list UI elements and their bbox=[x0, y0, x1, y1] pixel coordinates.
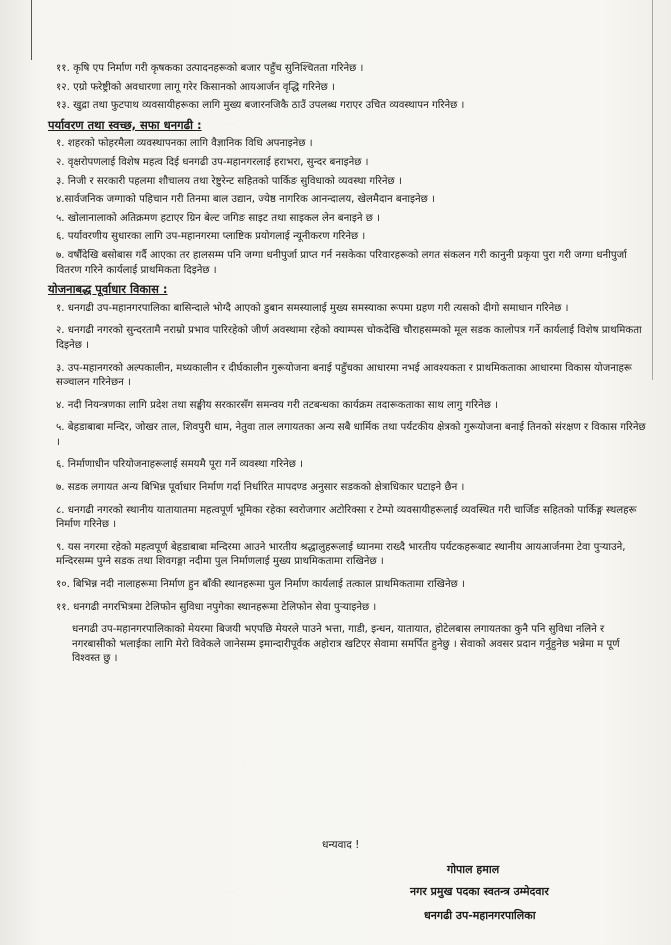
thanks-line: धन्यवाद ! bbox=[322, 839, 360, 851]
list-item: ६. निर्माणाधीन परियोजनाहरूलाई समयमै पूरा गर्ने व्यवस्था गरिनेछ । bbox=[56, 459, 304, 471]
list-item: ११. धनगढी नगरभित्रमा टेलिफोन सुविधा नपुगेका स्थानहरूमा टेलिफोन सेवा पुऱ्याइनेछ । bbox=[56, 601, 377, 613]
list-item: ९. यस नगरमा रहेको महत्वपूर्ण बेहडाबाबा मन्दिरमा आउने भारतीय श्रद्धालुहरूलाई ध्यानमा राख्दै भारतीय पर्यटकहरूबाट स्थानीय आयआर्जनमा टेवा पुऱ्याउने, मन्दिरसम्म पुग्ने सडक तथा शिवगङ्गा नदीमा पुल निर्माणलाई मुख्य प्राथमिकतामा राखिनेछ । bbox=[56, 541, 626, 568]
signatory-office: धनगढी उप-महानगरपालिका bbox=[424, 909, 536, 922]
list-item: ८. धनगढी नगरको स्थानीय यातायातमा महत्वपूर्ण भूमिका रहेका स्वरोजगार अटोरिक्सा र टेम्पो व्यवसायीहरूलाई व्यवस्थित गरी चार्जिङ सहितको पार्किङ्ग स्थलहरू निर्माण गरिनेछ । bbox=[56, 504, 637, 531]
list-item: ५. खोलानालाको अतिक्रमण हटाएर ग्रिन बेल्ट जगिङ साइट तथा साइकल लेन बनाइने छ । bbox=[56, 212, 381, 224]
manifesto-body bbox=[48, 62, 648, 667]
signatory-name: गोपाल हमाल bbox=[447, 863, 500, 876]
environment-list bbox=[48, 137, 648, 278]
margin-line bbox=[31, 0, 32, 60]
section-heading-environment: पर्यावरण तथा स्वच्छ, सफा धनगढी : bbox=[48, 117, 202, 132]
list-item: ४.सार्वजनिक जग्गाको पहिचान गरी तिनमा बाल उद्यान, ज्येष्ठ नागरिक आनन्दालय, खेलमैदान बनाइनेछ । bbox=[56, 194, 435, 206]
list-item: ११. कृषि एप निर्माण गरी कृषकका उत्पादनहरूको बजार पहुँच सुनिश्चितता गरिनेछ । bbox=[56, 63, 364, 74]
list-item: ७. सडक लगायत अन्य बिभिन्न पूर्वाधार निर्माण गर्दा निर्धारित मापदण्ड अनुसार सडकको क्षेत्राधिकार घटाइने छैन । bbox=[56, 482, 465, 494]
section-heading-infrastructure: योजनाबद्ध पूर्वाधार विकास : bbox=[48, 282, 168, 297]
list-item: २. धनगढी नगरको सुन्दरतामै नराम्रो प्रभाव पारिरहेको जीर्ण अवस्थामा रहेको क्याम्पस चोकदेखि चौराहसम्मको मूल सडक कालोपत्र गर्ने कार्यलाई विशेष प्राथमिकता दिइनेछ । bbox=[56, 325, 642, 351]
list-item: ६. पर्यावरणीय सुधारका लागि उप-महानगरमा प्लाष्टिक प्रयोगलाई न्यूनीकरण गरिनेछ । bbox=[56, 231, 366, 243]
list-item: १. धनगढी उप-महानगरपालिका बासिन्दाले भोग्दै आएको डुबान समस्यालाई मुख्य समस्याका रूपमा ग्रहण गरी त्यसको दीगो समाधान गरिनेछ । bbox=[56, 302, 569, 314]
list-item: ५. बेहडाबाबा मन्दिर, जोखर ताल, शिवपुरी धाम, नेतुवा ताल लगायतका अन्य सबै धार्मिक तथा पर्यटकीय क्षेत्रको गुरूयोजना बनाई तिनको संरक्षण र विकास गरिनेछ । bbox=[56, 422, 646, 448]
list-item: ७. वर्षौंदेखि बसोबास गर्दै आएका तर हालसम्म पनि जग्गा धनीपुर्जा प्राप्त गर्न नसकेका परिवारहरूको लगत संकलन गरी कानुनी प्रकृया पुरा गरी जग्गा धनीपुर्जा वितरण गरिने कार्यलाई प्राथमिकता दिइनेछ । bbox=[56, 249, 627, 276]
list-item: ३. निजी र सरकारी पहलमा शौचालय तथा रेष्टुरेन्ट सहितको पार्किङ सुविधाको व्यवस्था गरिनेछ । bbox=[56, 175, 402, 187]
list-item: १. शहरको फोहरमैला व्यवस्थापनका लागि वैज्ञानिक विधि अपनाइनेछ । bbox=[56, 138, 313, 150]
list-item: ३. उप-महानगरको अल्पकालीन, मध्यकालीन र दीर्घकालीन गुरूयोजना बनाई पहुँचका आधारमा नभई आवश्यकता र प्राथमिकताका आधारमा विकास योजनाहरू सञ्चालन गरिनेछन । bbox=[56, 362, 632, 389]
margin-line bbox=[652, 0, 653, 380]
list-item: ४. नदी नियन्त्रणका लागि प्रदेश तथा सङ्घीय सरकारसँग समन्वय गरी तटबन्धका कार्यक्रम तदारूकताका साथ लागु गरिनेछ । bbox=[56, 399, 498, 411]
signatory-title: नगर प्रमुख पदका स्वतन्त्र उम्मेदवार bbox=[410, 885, 549, 898]
list-item: १०. बिभिन्न नदी नालाहरूमा निर्माण हुन बाँकी स्थानहरूमा पुल निर्माण कार्यलाई तत्काल प्राथमिकतामा राखिनेछ । bbox=[56, 579, 465, 591]
infrastructure-list bbox=[48, 302, 648, 616]
agriculture-list bbox=[48, 62, 648, 114]
list-item: २. वृक्षरोपणलाई विशेष महत्व दिई धनगढी उप-महानगरलाई हराभरा, सुन्दर बनाइनेछ । bbox=[56, 156, 369, 168]
closing-paragraph: धनगढी उप-महानगरपालिकाको मेयरमा बिजयी भएपछि मेयरले पाउने भत्ता, गाडी, इन्धन, यातायात, होटेलबास लगायतका कुनै पनि सुविधा नलिने र नगरबासीको भलाईका लागि मेरो विवेकले जानेसम्म इमान्दारीपूर्वक अहोरात्र खटिएर सेवामा समर्पित हुनेछु । सेवाको अवसर प्रदान गर्नुहुनेछ भन्नेमा म पूर्ण विश्वस्त छु । bbox=[72, 624, 620, 665]
list-item: १३. खुद्रा तथा फुटपाथ व्यवसायीहरूका लागि मुख्य बजारनजिकै ठाउँ उपलब्ध गराएर उचित व्यवस्थापन गरिनेछ । bbox=[56, 100, 465, 112]
list-item: १२. एग्रो फरेष्ट्रीको अवधारणा लागू गरेर किसानको आयआर्जन वृद्धि गरिनेछ । bbox=[56, 81, 335, 93]
